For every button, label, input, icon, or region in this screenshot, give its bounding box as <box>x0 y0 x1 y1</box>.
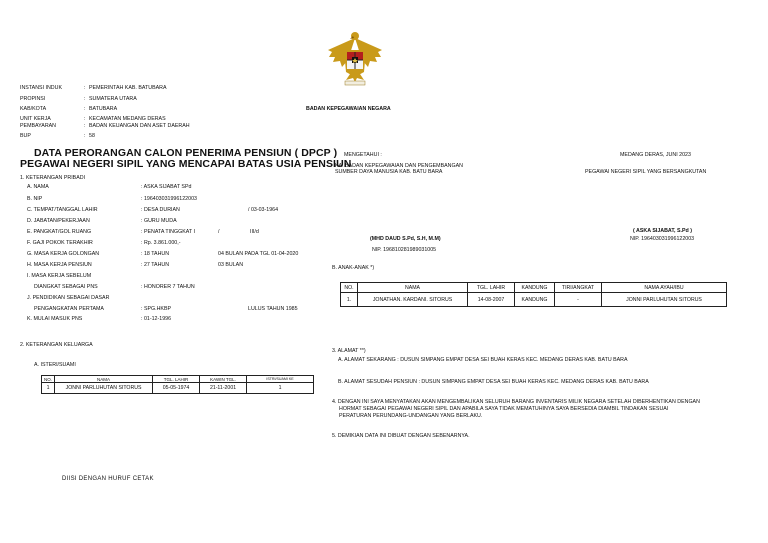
col-header: NO. <box>341 283 358 293</box>
pangkat-slash: / <box>218 229 220 235</box>
pangkat-label: E. PANGKAT/GOL RUANG <box>27 229 92 235</box>
golongan-value: III/d <box>250 229 259 235</box>
cell: 1 <box>42 383 55 394</box>
table-row <box>42 383 314 394</box>
cell: JONNI PARLUHUTAN SITORUS <box>55 383 153 394</box>
agency-sep: : <box>84 96 86 102</box>
agency-sep: : <box>84 133 86 139</box>
ka-title-line1: KA. BADAN KEPEGAWAIAN DAN PENGEMBANGAN <box>335 163 463 169</box>
children-heading: B. ANAK-ANAK *) <box>332 265 375 271</box>
lulus-tahun: LULUS TAHUN 1985 <box>248 306 298 312</box>
jabatan-label: D. JABATAN/PEKERJAAN <box>27 218 90 224</box>
mk-pensiun-years: : 27 TAHUN <box>141 262 170 268</box>
nip-label: B. NIP <box>27 196 43 202</box>
agency-center-title: BADAN KEPEGAWAIAN NEGARA <box>306 106 391 112</box>
col-header: TGL. LAHIR <box>153 376 200 383</box>
cell: 14-08-2007 <box>468 293 515 307</box>
children-table <box>340 282 727 307</box>
footer-note: DIISI DENGAN HURUF CETAK <box>62 476 154 482</box>
statement-line-3: PERATURAN PERUNDANG-UNDANGAN YANG BERLAKU. <box>339 413 483 419</box>
statement-line-2: HORMAT SEBAGAI PEGAWAI NEGERI SIPIL DAN APABILA SAYA TIDAK MEMATUHINYA SAYA BERSEDIA DIAMBIL TINDAKAN SESUAI <box>339 406 669 412</box>
col-header: KAWIN TGL. <box>200 376 247 383</box>
agency-value-propinsi: SUMATERA UTARA <box>89 96 137 102</box>
cell: KANDUNG <box>515 293 555 307</box>
agency-value-pembayaran: BADAN KEUANGAN DAN ASET DAERAH <box>89 123 190 129</box>
col-header: TGL. LAHIR <box>468 283 515 293</box>
agency-value-instansi: PEMERINTAH KAB. BATUBARA <box>89 85 167 91</box>
nip-value: : 196403031996122003 <box>141 196 197 202</box>
statement-closing: 5. DEMIKIAN DATA INI DIBUAT DENGAN SEBENARNYA. <box>332 433 470 439</box>
col-header: NAMA <box>55 376 153 383</box>
place-date: MEDANG DERAS, JUNI 2023 <box>620 152 691 158</box>
agency-sep: : <box>84 116 86 122</box>
family-heading: 2. KETERANGAN KELUARGA <box>20 342 93 348</box>
ttl-label: C. TEMPAT/TANGGAL LAHIR <box>27 207 98 213</box>
statement-line-1: 4. DENGAN INI SAYA MENYATAKAN AKAN MENGEMBALIKAN SELURUH BARANG INVENTARIS MILIK NEGARA SETELAH DIBERHENTIKAN DENGAN <box>332 399 700 405</box>
gaji-label: F. GAJI POKOK TERAKHIR <box>27 240 93 246</box>
mk-pensiun-months: 03 BULAN <box>218 262 244 268</box>
diangkat-label: DIANGKAT SEBAGAI PNS <box>34 284 98 290</box>
ttl-date: / 03-03-1964 <box>248 207 279 213</box>
document-title-line2: PEGAWAI NEGERI SIPIL YANG MENCAPAI BATAS USIA PENSIUN <box>20 158 352 170</box>
agency-label-bup: BUP <box>20 133 31 139</box>
cell: JONATHAN. KARDANI. SITORUS <box>358 293 468 307</box>
cell: 1. <box>341 293 358 307</box>
mk-golongan-label: G. MASA KERJA GOLONGAN <box>27 251 100 257</box>
cell: 05-05-1974 <box>153 383 200 394</box>
nama-label: A. NAMA <box>27 184 49 190</box>
agency-value-unit: KECAMATAN MEDANG DERAS <box>89 116 166 122</box>
cell: 1 <box>247 383 314 394</box>
pns-signer-label: PEGAWAI NEGERI SIPIL YANG BERSANGKUTAN <box>585 169 707 175</box>
mulai-masuk-value: : 01-12-1996 <box>141 316 172 322</box>
agency-sep: : <box>84 123 86 129</box>
table-header-row <box>341 283 727 293</box>
ka-title-line2: SUMBER DAYA MANUSIA KAB. BATU BARA <box>335 169 443 175</box>
cell: JONNI PARLUHUTAN SITORUS <box>602 293 727 307</box>
agency-label-propinsi: PROPINSI <box>20 96 46 102</box>
agency-value-kabkota: BATUBARA <box>89 106 118 112</box>
signer-right-name: ( ASKA SIJABAT, S.Pd ) <box>633 228 692 234</box>
address-after-retirement: B. ALAMAT SESUDAH PENSIUN : DUSUN SIMPANG EMPAT DESA SEI BUAH KERAS KEC. MEDANG DERAS KAB. BATU BARA <box>338 379 649 385</box>
agency-sep: : <box>84 85 86 91</box>
signer-right-nip: NIP. 196403031996122003 <box>630 236 695 242</box>
diangkat-value: : HONORER 7 TAHUN <box>141 284 195 290</box>
mengetahui-label: MENGETAHUI : <box>344 152 382 158</box>
personal-heading: 1. KETERANGAN PRIBADI <box>20 175 86 181</box>
col-header: ISTRI/SUAMI KE <box>247 376 314 383</box>
jabatan-value: : GURU MUDA <box>141 218 177 224</box>
pengangkatan-label: PENGANGKATAN PERTAMA <box>34 306 104 312</box>
col-header: NO. <box>42 376 55 383</box>
mk-golongan-months: 04 BULAN PADA TGL 01-04-2020 <box>218 251 299 257</box>
ttl-place: : DESA DURIAN <box>141 207 180 213</box>
cell: 21-11-2001 <box>200 383 247 394</box>
garuda-emblem <box>326 30 384 88</box>
document-title-line1: DATA PERORANGAN CALON PENERIMA PENSIUN ( DPCP ) <box>34 147 338 159</box>
nama-value: : ASKA SIJABAT SPd <box>141 184 192 190</box>
col-header: TIRI/ANGKAT <box>555 283 602 293</box>
mk-golongan-years: : 18 TAHUN <box>141 251 170 257</box>
agency-value-bup: 58 <box>89 133 95 139</box>
mulai-masuk-label: K. MULAI MASUK PNS <box>27 316 83 322</box>
agency-label-pembayaran: PEMBAYARAN <box>20 123 57 129</box>
spouse-table <box>41 375 314 394</box>
mk-pensiun-label: H. MASA KERJA PENSIUN <box>27 262 92 268</box>
address-current: A. ALAMAT SEKARANG : DUSUN SIMPANG EMPAT DESA SEI BUAH KERAS KEC. MEDANG DERAS KAB. BATU BARA <box>338 357 628 363</box>
pengangkatan-value: : SPG.HKBP <box>141 306 172 312</box>
table-row <box>341 293 727 307</box>
pendidikan-label: J. PENDIDIKAN SEBAGAI DASAR <box>27 295 110 301</box>
agency-sep: : <box>84 106 86 112</box>
signer-left-nip: NIP. 196810281989031005 <box>372 247 437 253</box>
agency-label-unit: UNIT KERJA <box>20 116 51 122</box>
gaji-value: : Rp. 3.861.000,- <box>141 240 181 246</box>
table-header-row <box>42 376 314 383</box>
signer-left-name: (MHD DAUD S.Pd, S.H, M.M) <box>370 236 441 242</box>
agency-label-kabkota: KAB/KOTA <box>20 106 47 112</box>
spouse-subheading: A. ISTERI/SUAMI <box>34 362 76 368</box>
col-header: NAMA AYAH/IBU <box>602 283 727 293</box>
mk-sebelum-label: I. MASA KERJA SEBELUM <box>27 273 92 279</box>
pangkat-value: : PENATA TINGGKAT I <box>141 229 195 235</box>
cell: - <box>555 293 602 307</box>
col-header: NAMA <box>358 283 468 293</box>
col-header: KANDUNG <box>515 283 555 293</box>
agency-label-instansi: INSTANSI INDUK <box>20 85 62 91</box>
address-heading: 3. ALAMAT **) <box>332 348 366 354</box>
